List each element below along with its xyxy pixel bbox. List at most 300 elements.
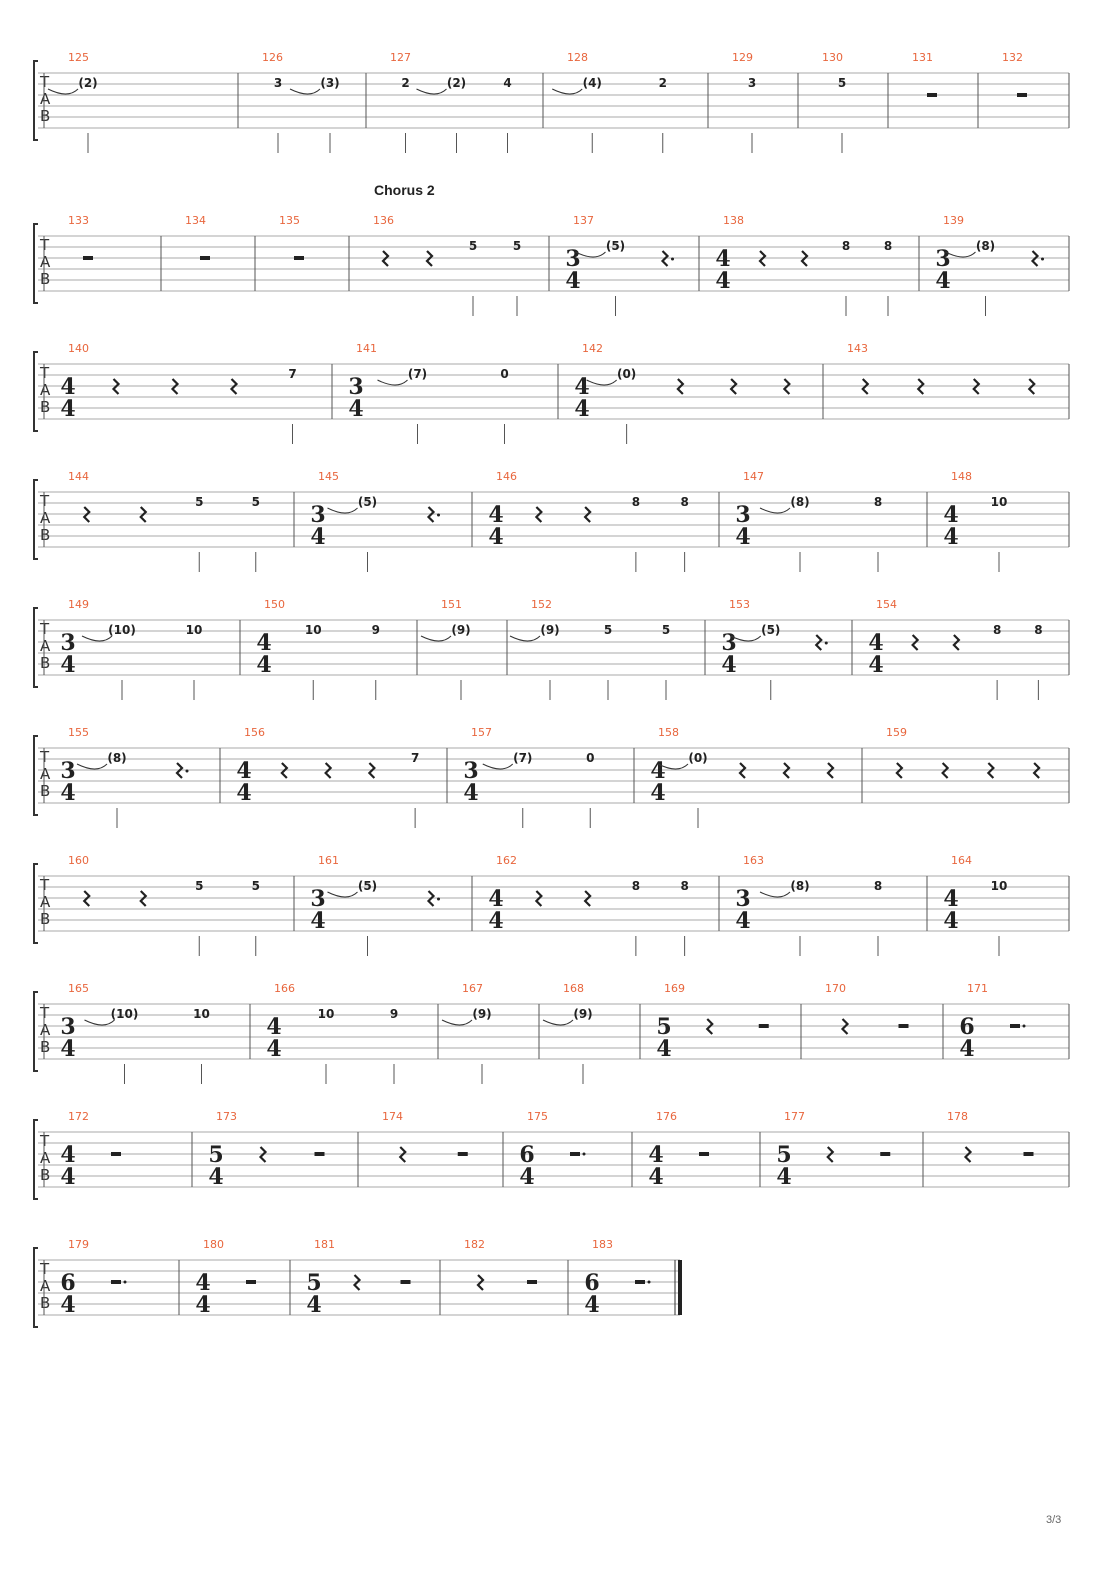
time-signature-numerator: 4 xyxy=(256,630,272,656)
time-signature-numerator: 3 xyxy=(60,758,76,784)
measure xyxy=(488,470,688,572)
tie-arc xyxy=(483,764,513,769)
time-signature-denominator: 4 xyxy=(348,396,364,422)
measure xyxy=(48,51,98,153)
measure-number: 181 xyxy=(314,1238,335,1251)
system-bracket xyxy=(34,608,38,687)
measure xyxy=(648,1110,709,1190)
measure xyxy=(574,342,789,444)
half-rest xyxy=(899,1024,909,1028)
half-rest xyxy=(111,1152,121,1156)
time-signature-denominator: 4 xyxy=(60,1036,76,1062)
system-bracket xyxy=(34,61,38,140)
measure-number: 163 xyxy=(743,854,764,867)
time-signature-numerator: 3 xyxy=(565,246,581,272)
measure xyxy=(943,854,1007,956)
tab-clef-letter: T xyxy=(40,1004,50,1022)
tab-system xyxy=(34,854,1069,956)
tie-arc xyxy=(328,508,358,513)
fret-number: (9) xyxy=(573,1007,593,1021)
time-signature-numerator: 4 xyxy=(488,886,504,912)
tab-system xyxy=(34,1238,680,1327)
tab-system xyxy=(34,982,1069,1084)
fret-number: (10) xyxy=(110,1007,139,1021)
measure-number: 125 xyxy=(68,51,89,64)
measure xyxy=(310,470,440,572)
fret-number: 10 xyxy=(185,623,203,637)
time-signature-denominator: 4 xyxy=(310,524,326,550)
measure xyxy=(959,982,1025,1062)
measure-number: 144 xyxy=(68,470,89,483)
fret-number: 5 xyxy=(512,239,522,253)
measure-number: 166 xyxy=(274,982,295,995)
tie-arc xyxy=(378,380,408,385)
tie-arc xyxy=(48,89,78,94)
fret-number: 8 xyxy=(1034,623,1043,637)
measure-number: 177 xyxy=(784,1110,805,1123)
time-signature-numerator: 6 xyxy=(519,1142,535,1168)
tab-system xyxy=(34,342,1069,444)
fret-number: 8 xyxy=(873,495,883,509)
measure-number: 139 xyxy=(943,214,964,227)
fret-number: 0 xyxy=(586,751,595,765)
half-rest xyxy=(759,1024,769,1028)
half-rest xyxy=(880,1152,890,1156)
tab-clef-letter: B xyxy=(40,782,51,800)
time-signature-numerator: 4 xyxy=(236,758,252,784)
half-rest xyxy=(635,1280,645,1284)
measure xyxy=(650,726,833,828)
time-signature-numerator: 3 xyxy=(310,502,326,528)
measure-number: 170 xyxy=(825,982,846,995)
measure-number: 171 xyxy=(967,982,988,995)
measure xyxy=(732,51,756,153)
measure-number: 172 xyxy=(68,1110,89,1123)
fret-number: 8 xyxy=(631,879,641,893)
fret-number: 8 xyxy=(873,879,883,893)
measure-number: 176 xyxy=(656,1110,677,1123)
measure-number: 130 xyxy=(822,51,843,64)
measure-number: 134 xyxy=(185,214,206,227)
time-signature-numerator: 4 xyxy=(266,1014,282,1040)
measure xyxy=(912,51,937,97)
time-signature-numerator: 4 xyxy=(650,758,666,784)
measure xyxy=(543,982,593,1084)
measure-number: 149 xyxy=(68,598,89,611)
fret-number: 10 xyxy=(304,623,322,637)
rest-dot xyxy=(1023,1025,1026,1028)
time-signature-numerator: 3 xyxy=(721,630,737,656)
time-signature-denominator: 4 xyxy=(488,524,504,550)
measure xyxy=(656,982,768,1062)
fret-number: (5) xyxy=(761,623,781,637)
time-signature-numerator: 5 xyxy=(656,1014,672,1040)
fret-number: (5) xyxy=(357,495,378,509)
time-signature-denominator: 4 xyxy=(195,1292,211,1318)
time-signature-numerator: 3 xyxy=(735,886,751,912)
tab-system xyxy=(34,470,1069,572)
time-signature-denominator: 4 xyxy=(306,1292,322,1318)
fret-number: (0) xyxy=(688,751,708,765)
fret-number: 9 xyxy=(389,1007,399,1021)
half-rest xyxy=(401,1280,411,1284)
measure xyxy=(735,854,882,956)
time-signature-denominator: 4 xyxy=(236,780,252,806)
time-signature-numerator: 6 xyxy=(60,1270,76,1296)
measure xyxy=(68,214,93,260)
measure-number: 131 xyxy=(912,51,933,64)
measure xyxy=(266,982,398,1084)
measure-number: 136 xyxy=(373,214,394,227)
measure xyxy=(60,726,188,828)
measure-number: 154 xyxy=(876,598,897,611)
tab-clef-letter: A xyxy=(40,1149,51,1167)
measure xyxy=(488,854,688,956)
tie-arc xyxy=(417,89,447,94)
tab-clef-letter: T xyxy=(40,492,50,510)
tab-clef-letter: T xyxy=(40,748,50,766)
fret-number: 8 xyxy=(631,495,641,509)
half-rest xyxy=(527,1280,537,1284)
time-signature-numerator: 3 xyxy=(935,246,951,272)
tie-arc xyxy=(552,89,582,94)
time-signature-denominator: 4 xyxy=(584,1292,600,1318)
system-bracket xyxy=(34,864,38,943)
measure-number: 137 xyxy=(573,214,594,227)
measure xyxy=(935,214,1044,316)
fret-number: (2) xyxy=(78,76,98,90)
page-number: 3/3 xyxy=(1046,1514,1062,1526)
half-rest xyxy=(294,256,304,260)
measure xyxy=(584,1238,650,1318)
measure-number: 140 xyxy=(68,342,89,355)
measure-number: 150 xyxy=(264,598,285,611)
measure xyxy=(1002,51,1027,97)
time-signature-numerator: 4 xyxy=(60,1142,76,1168)
time-signature-numerator: 4 xyxy=(715,246,731,272)
fret-number: 5 xyxy=(251,495,260,509)
fret-number: 4 xyxy=(503,76,512,90)
fret-number: (2) xyxy=(446,76,467,90)
tab-system xyxy=(34,726,1069,828)
measure xyxy=(60,598,202,700)
system-bracket xyxy=(34,480,38,559)
rest-dot xyxy=(1041,258,1044,261)
measure xyxy=(60,342,296,444)
time-signature-numerator: 4 xyxy=(648,1142,664,1168)
time-signature-denominator: 4 xyxy=(266,1036,282,1062)
tab-clef-letter: T xyxy=(40,364,50,382)
measure xyxy=(565,214,674,316)
fret-number: 8 xyxy=(992,623,1002,637)
time-signature-numerator: 5 xyxy=(306,1270,322,1296)
time-signature-denominator: 4 xyxy=(60,780,76,806)
half-rest xyxy=(699,1152,709,1156)
measure-number: 167 xyxy=(462,982,483,995)
system-bracket xyxy=(34,1248,38,1327)
measure xyxy=(185,214,210,260)
time-signature-denominator: 4 xyxy=(463,780,479,806)
measure-number: 158 xyxy=(658,726,679,739)
tie-arc xyxy=(760,892,790,897)
half-rest xyxy=(315,1152,325,1156)
time-signature-numerator: 3 xyxy=(310,886,326,912)
measure-number: 182 xyxy=(464,1238,485,1251)
measure xyxy=(519,1110,585,1190)
tab-system xyxy=(34,214,1069,316)
measure xyxy=(195,1238,256,1318)
time-signature-denominator: 4 xyxy=(519,1164,535,1190)
tab-system xyxy=(34,51,1069,153)
tab-clef-letter: B xyxy=(40,1166,51,1184)
tab-system xyxy=(34,598,1069,700)
tab-clef-letter: A xyxy=(40,509,51,527)
fret-number: (5) xyxy=(605,239,626,253)
rest-dot xyxy=(648,1281,651,1284)
tab-clef-letter: A xyxy=(40,893,51,911)
time-signature-denominator: 4 xyxy=(935,268,951,294)
time-signature-denominator: 4 xyxy=(735,908,751,934)
measure xyxy=(715,214,892,316)
rest-dot xyxy=(437,514,440,517)
measure-number: 155 xyxy=(68,726,89,739)
fret-number: 3 xyxy=(273,76,283,90)
measure xyxy=(943,470,1007,572)
time-signature-denominator: 4 xyxy=(943,524,959,550)
time-signature-numerator: 3 xyxy=(60,630,76,656)
measure-number: 129 xyxy=(732,51,753,64)
time-signature-denominator: 4 xyxy=(943,908,959,934)
tab-clef-letter: B xyxy=(40,107,51,125)
fret-number: 5 xyxy=(661,623,671,637)
time-signature-denominator: 4 xyxy=(256,652,272,678)
measure-number: 161 xyxy=(318,854,339,867)
measure-number: 146 xyxy=(496,470,517,483)
time-signature-numerator: 4 xyxy=(868,630,884,656)
measure-number: 159 xyxy=(886,726,907,739)
time-signature-numerator: 6 xyxy=(584,1270,600,1296)
fret-number: (10) xyxy=(108,623,136,637)
tab-clef-letter: A xyxy=(40,637,51,655)
tie-arc xyxy=(421,636,451,641)
fret-number: 10 xyxy=(990,879,1008,893)
half-rest xyxy=(1024,1152,1034,1156)
measure-number: 151 xyxy=(441,598,462,611)
time-signature-denominator: 4 xyxy=(959,1036,975,1062)
system-bracket xyxy=(34,1120,38,1199)
rest-dot xyxy=(583,1153,586,1156)
time-signature-numerator: 4 xyxy=(195,1270,211,1296)
time-signature-denominator: 4 xyxy=(648,1164,664,1190)
system-bracket xyxy=(34,736,38,815)
fret-number: 0 xyxy=(500,367,509,381)
measure xyxy=(776,1110,890,1190)
measure-number: 138 xyxy=(723,214,744,227)
measure xyxy=(256,598,380,700)
tie-arc xyxy=(587,380,617,385)
tab-clef-letter: A xyxy=(40,381,51,399)
tie-arc xyxy=(760,508,790,513)
tab-clef-letter: A xyxy=(40,1021,51,1039)
measure-number: 142 xyxy=(582,342,603,355)
tab-clef-letter: T xyxy=(40,1132,50,1150)
tie-arc xyxy=(510,636,540,641)
fret-number: (5) xyxy=(357,879,378,893)
time-signature-numerator: 4 xyxy=(943,502,959,528)
measure xyxy=(208,1110,324,1190)
half-rest xyxy=(458,1152,468,1156)
half-rest xyxy=(1010,1024,1020,1028)
measure-number: 183 xyxy=(592,1238,613,1251)
tie-arc xyxy=(290,89,320,94)
measure-number: 164 xyxy=(951,854,972,867)
time-signature-denominator: 4 xyxy=(735,524,751,550)
tab-clef-letter: T xyxy=(40,876,50,894)
measure-number: 145 xyxy=(318,470,339,483)
fret-number: (8) xyxy=(790,879,810,893)
measure-number: 133 xyxy=(68,214,89,227)
half-rest xyxy=(111,1280,121,1284)
tab-clef-letter: B xyxy=(40,654,51,672)
half-rest xyxy=(200,256,210,260)
measure-number: 168 xyxy=(563,982,584,995)
tab-clef-letter: B xyxy=(40,270,51,288)
time-signature-denominator: 4 xyxy=(310,908,326,934)
measure xyxy=(721,598,827,700)
fret-number: 10 xyxy=(317,1007,335,1021)
fret-number: 10 xyxy=(193,1007,210,1021)
fret-number: (7) xyxy=(513,751,533,765)
tab-clef-letter: B xyxy=(40,1038,51,1056)
fret-number: (9) xyxy=(540,623,560,637)
tab-clef-letter: T xyxy=(40,1260,50,1278)
measure xyxy=(60,1110,121,1190)
measure-number: 135 xyxy=(279,214,300,227)
half-rest xyxy=(246,1280,256,1284)
measure-number: 173 xyxy=(216,1110,237,1123)
tie-arc xyxy=(442,1020,472,1025)
fret-number: (4) xyxy=(582,76,602,90)
rest-dot xyxy=(825,642,828,645)
measure-number: 152 xyxy=(531,598,552,611)
time-signature-numerator: 4 xyxy=(574,374,590,400)
measure xyxy=(348,342,508,444)
time-signature-numerator: 5 xyxy=(776,1142,792,1168)
fret-number: (0) xyxy=(616,367,637,381)
tab-clef-letter: B xyxy=(40,1294,51,1312)
measure xyxy=(390,51,512,153)
section-label: Chorus 2 xyxy=(374,182,435,198)
time-signature-denominator: 4 xyxy=(60,652,76,678)
time-signature-denominator: 4 xyxy=(574,396,590,422)
time-signature-denominator: 4 xyxy=(868,652,884,678)
time-signature-numerator: 4 xyxy=(60,374,76,400)
half-rest xyxy=(83,256,93,260)
fret-number: 5 xyxy=(603,623,613,637)
tab-clef-letter: A xyxy=(40,765,51,783)
measure-number: 147 xyxy=(743,470,764,483)
fret-number: 5 xyxy=(195,879,204,893)
measure xyxy=(822,51,846,153)
fret-number: 8 xyxy=(680,495,689,509)
measure-number: 156 xyxy=(244,726,265,739)
measure-number: 169 xyxy=(664,982,685,995)
time-signature-numerator: 3 xyxy=(348,374,364,400)
measure-number: 148 xyxy=(951,470,972,483)
fret-number: 2 xyxy=(401,76,410,90)
measure xyxy=(310,854,440,956)
measure xyxy=(868,598,1042,700)
time-signature-denominator: 4 xyxy=(60,396,76,422)
time-signature-denominator: 4 xyxy=(60,1292,76,1318)
tab-clef-letter: B xyxy=(40,526,51,544)
fret-number: 5 xyxy=(468,239,478,253)
half-rest xyxy=(927,93,937,97)
time-signature-denominator: 4 xyxy=(565,268,581,294)
measure xyxy=(306,1238,410,1318)
measure-number: 178 xyxy=(947,1110,968,1123)
measure-number: 126 xyxy=(262,51,283,64)
tab-clef-letter: A xyxy=(40,253,51,271)
tab-clef-letter: A xyxy=(40,90,51,108)
tab-clef-letter: T xyxy=(40,620,50,638)
measure-number: 179 xyxy=(68,1238,89,1251)
fret-number: (9) xyxy=(451,623,471,637)
fret-number: 5 xyxy=(251,879,260,893)
tab-clef-letter: B xyxy=(40,398,51,416)
time-signature-numerator: 3 xyxy=(735,502,751,528)
measure-number: 160 xyxy=(68,854,89,867)
measure xyxy=(60,1238,126,1318)
measure xyxy=(735,470,882,572)
time-signature-denominator: 4 xyxy=(488,908,504,934)
measure-number: 157 xyxy=(471,726,492,739)
time-signature-numerator: 6 xyxy=(959,1014,975,1040)
time-signature-numerator: 4 xyxy=(488,502,504,528)
measure-number: 143 xyxy=(847,342,868,355)
fret-number: 8 xyxy=(883,239,893,253)
tie-arc xyxy=(328,892,358,897)
fret-number: 3 xyxy=(747,76,757,90)
fret-number: 10 xyxy=(990,495,1008,509)
tab-clef-letter: T xyxy=(40,236,50,254)
time-signature-numerator: 3 xyxy=(60,1014,76,1040)
fret-number: (8) xyxy=(790,495,810,509)
half-rest xyxy=(1017,93,1027,97)
measure-number: 132 xyxy=(1002,51,1023,64)
fret-number: (8) xyxy=(975,239,996,253)
system-bracket xyxy=(34,992,38,1071)
fret-number: 2 xyxy=(658,76,667,90)
tie-arc xyxy=(543,1020,573,1025)
measure-number: 128 xyxy=(567,51,588,64)
measure-number: 175 xyxy=(527,1110,548,1123)
fret-number: 5 xyxy=(195,495,204,509)
rest-dot xyxy=(671,258,674,261)
rest-dot xyxy=(186,770,189,773)
fret-number: (8) xyxy=(107,751,127,765)
measure xyxy=(373,214,521,316)
measure-number: 141 xyxy=(356,342,377,355)
measure xyxy=(510,598,670,700)
measure-number: 127 xyxy=(390,51,411,64)
fret-number: (9) xyxy=(472,1007,492,1021)
measure xyxy=(236,726,419,828)
time-signature-denominator: 4 xyxy=(208,1164,224,1190)
fret-number: (3) xyxy=(320,76,340,90)
measure xyxy=(442,982,492,1084)
half-rest xyxy=(570,1152,580,1156)
